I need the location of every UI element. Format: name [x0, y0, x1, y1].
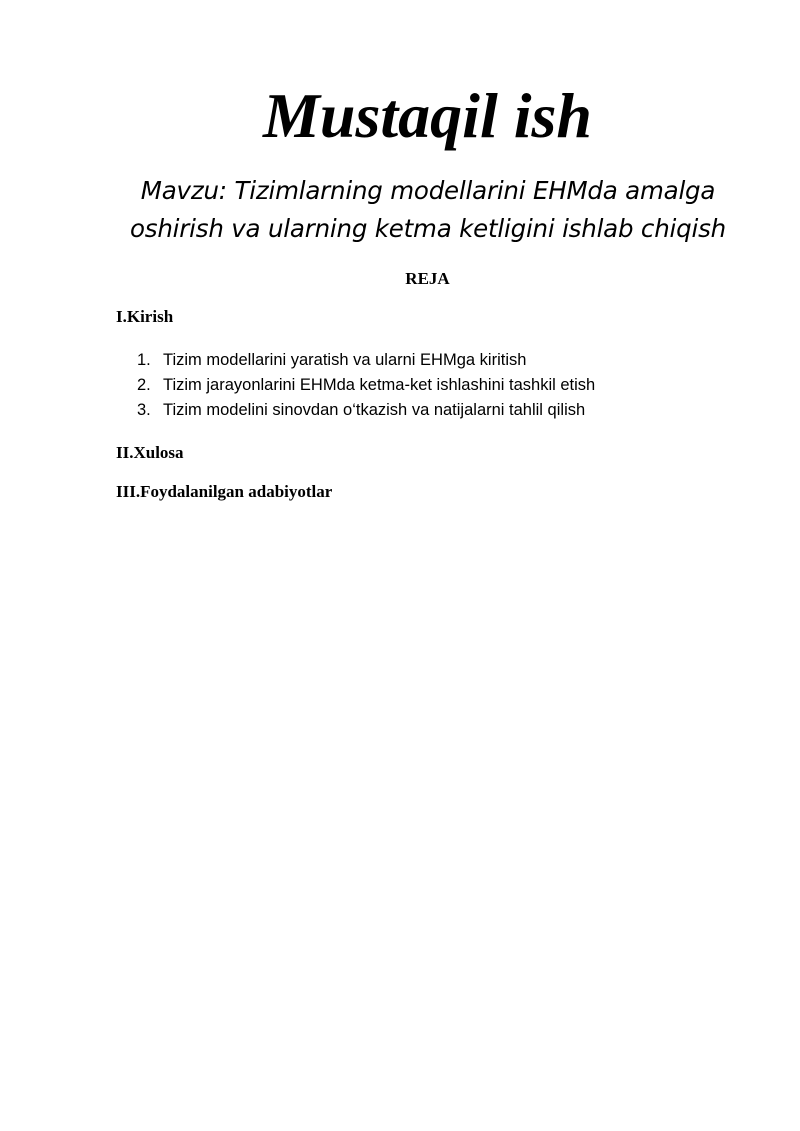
plan-item-text: Tizim modellarini yaratish va ularni EHMga kiritish [163, 351, 527, 369]
plan-item-number: 3. [137, 401, 151, 419]
plan-item-text: Tizim jarayonlarini EHMda ketma-ket ishlashini tashkil etish [163, 376, 596, 394]
subject-line-1: Mavzu: Tizimlarning modellarini EHMda amalga [140, 176, 716, 205]
plan-item-number: 2. [137, 376, 151, 394]
section-intro: I.Kirish [116, 307, 174, 326]
plan-item-1 [137, 348, 595, 373]
plan-item-2 [137, 373, 595, 398]
plan-item-3 [137, 398, 595, 423]
subject-line-2: oshirish va ularning ketma ketligini ishlab chiqish [130, 214, 726, 243]
plan-list [137, 348, 595, 423]
section-references: III.Foydalanilgan adabiyotlar [116, 482, 333, 501]
plan-item-number: 1. [137, 351, 151, 369]
document-title: Mustaqil ish [262, 80, 593, 151]
subject-heading [110, 172, 746, 248]
plan-item-text: Tizim modelini sinovdan o‘tkazish va natijalarni tahlil qilish [163, 401, 586, 419]
plan-heading: REJA [405, 269, 450, 288]
section-conclusion: II.Xulosa [116, 443, 184, 462]
